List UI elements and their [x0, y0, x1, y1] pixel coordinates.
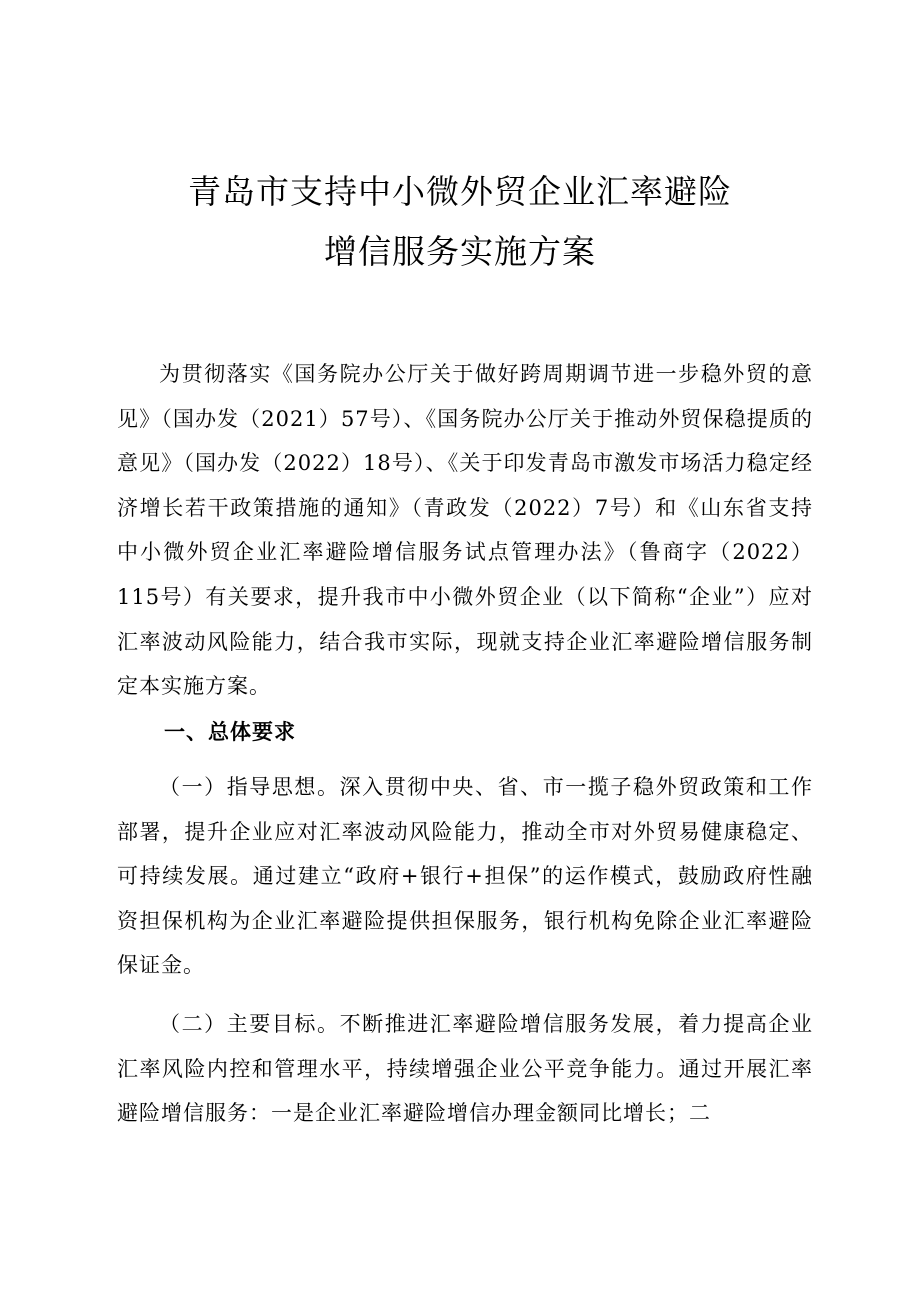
- main-goals-paragraph: （二）主要目标。不断推进汇率避险增信服务发展，着力提高企业汇率风险内控和管理水平，持续增强企业公平竞争能力。通过开展汇率避险增信服务：一是企业汇率避险增信办理金额同比增长；二: [117, 1012, 813, 1126]
- guiding-thought-paragraph: （一）指导思想。深入贯彻中央、省、市一揽子稳外贸政策和工作部署，提升企业应对汇率波动风险能力，推动全市对外贸易健康稳定、可持续发展。通过建立“政府+银行+担保”的运作模式，鼓励政府性融资担保机构为企业汇率避险提供担保服务，银行机构免除企业汇率避险保证金。: [117, 775, 813, 978]
- section-heading-general-requirements: 一、总体要求: [164, 720, 296, 744]
- document-title-line-2: 增信服务实施方案: [324, 232, 596, 271]
- intro-paragraph: 为贯彻落实《国务院办公厅关于做好跨周期调节进一步稳外贸的意见》（国办发（2021）57号）、《国务院办公厅关于推动外贸保稳提质的意见》（国办发（2022）18号）、《关于印发青岛市激发市场活力稳定经济增长若干政策措施的通知》（青政发（2022）7号）和《山东省支持中小微外贸企业汇率避险增信服务试点管理办法》（鲁商字（2022）115号）有关要求，提升我市中小微外贸企业（以下简称“企业”）应对汇率波动风险能力，结合我市实际，现就支持企业汇率避险增信服务制定本实施方案。: [117, 362, 813, 699]
- document-title-line-1: 青岛市支持中小微外贸企业汇率避险: [188, 172, 732, 211]
